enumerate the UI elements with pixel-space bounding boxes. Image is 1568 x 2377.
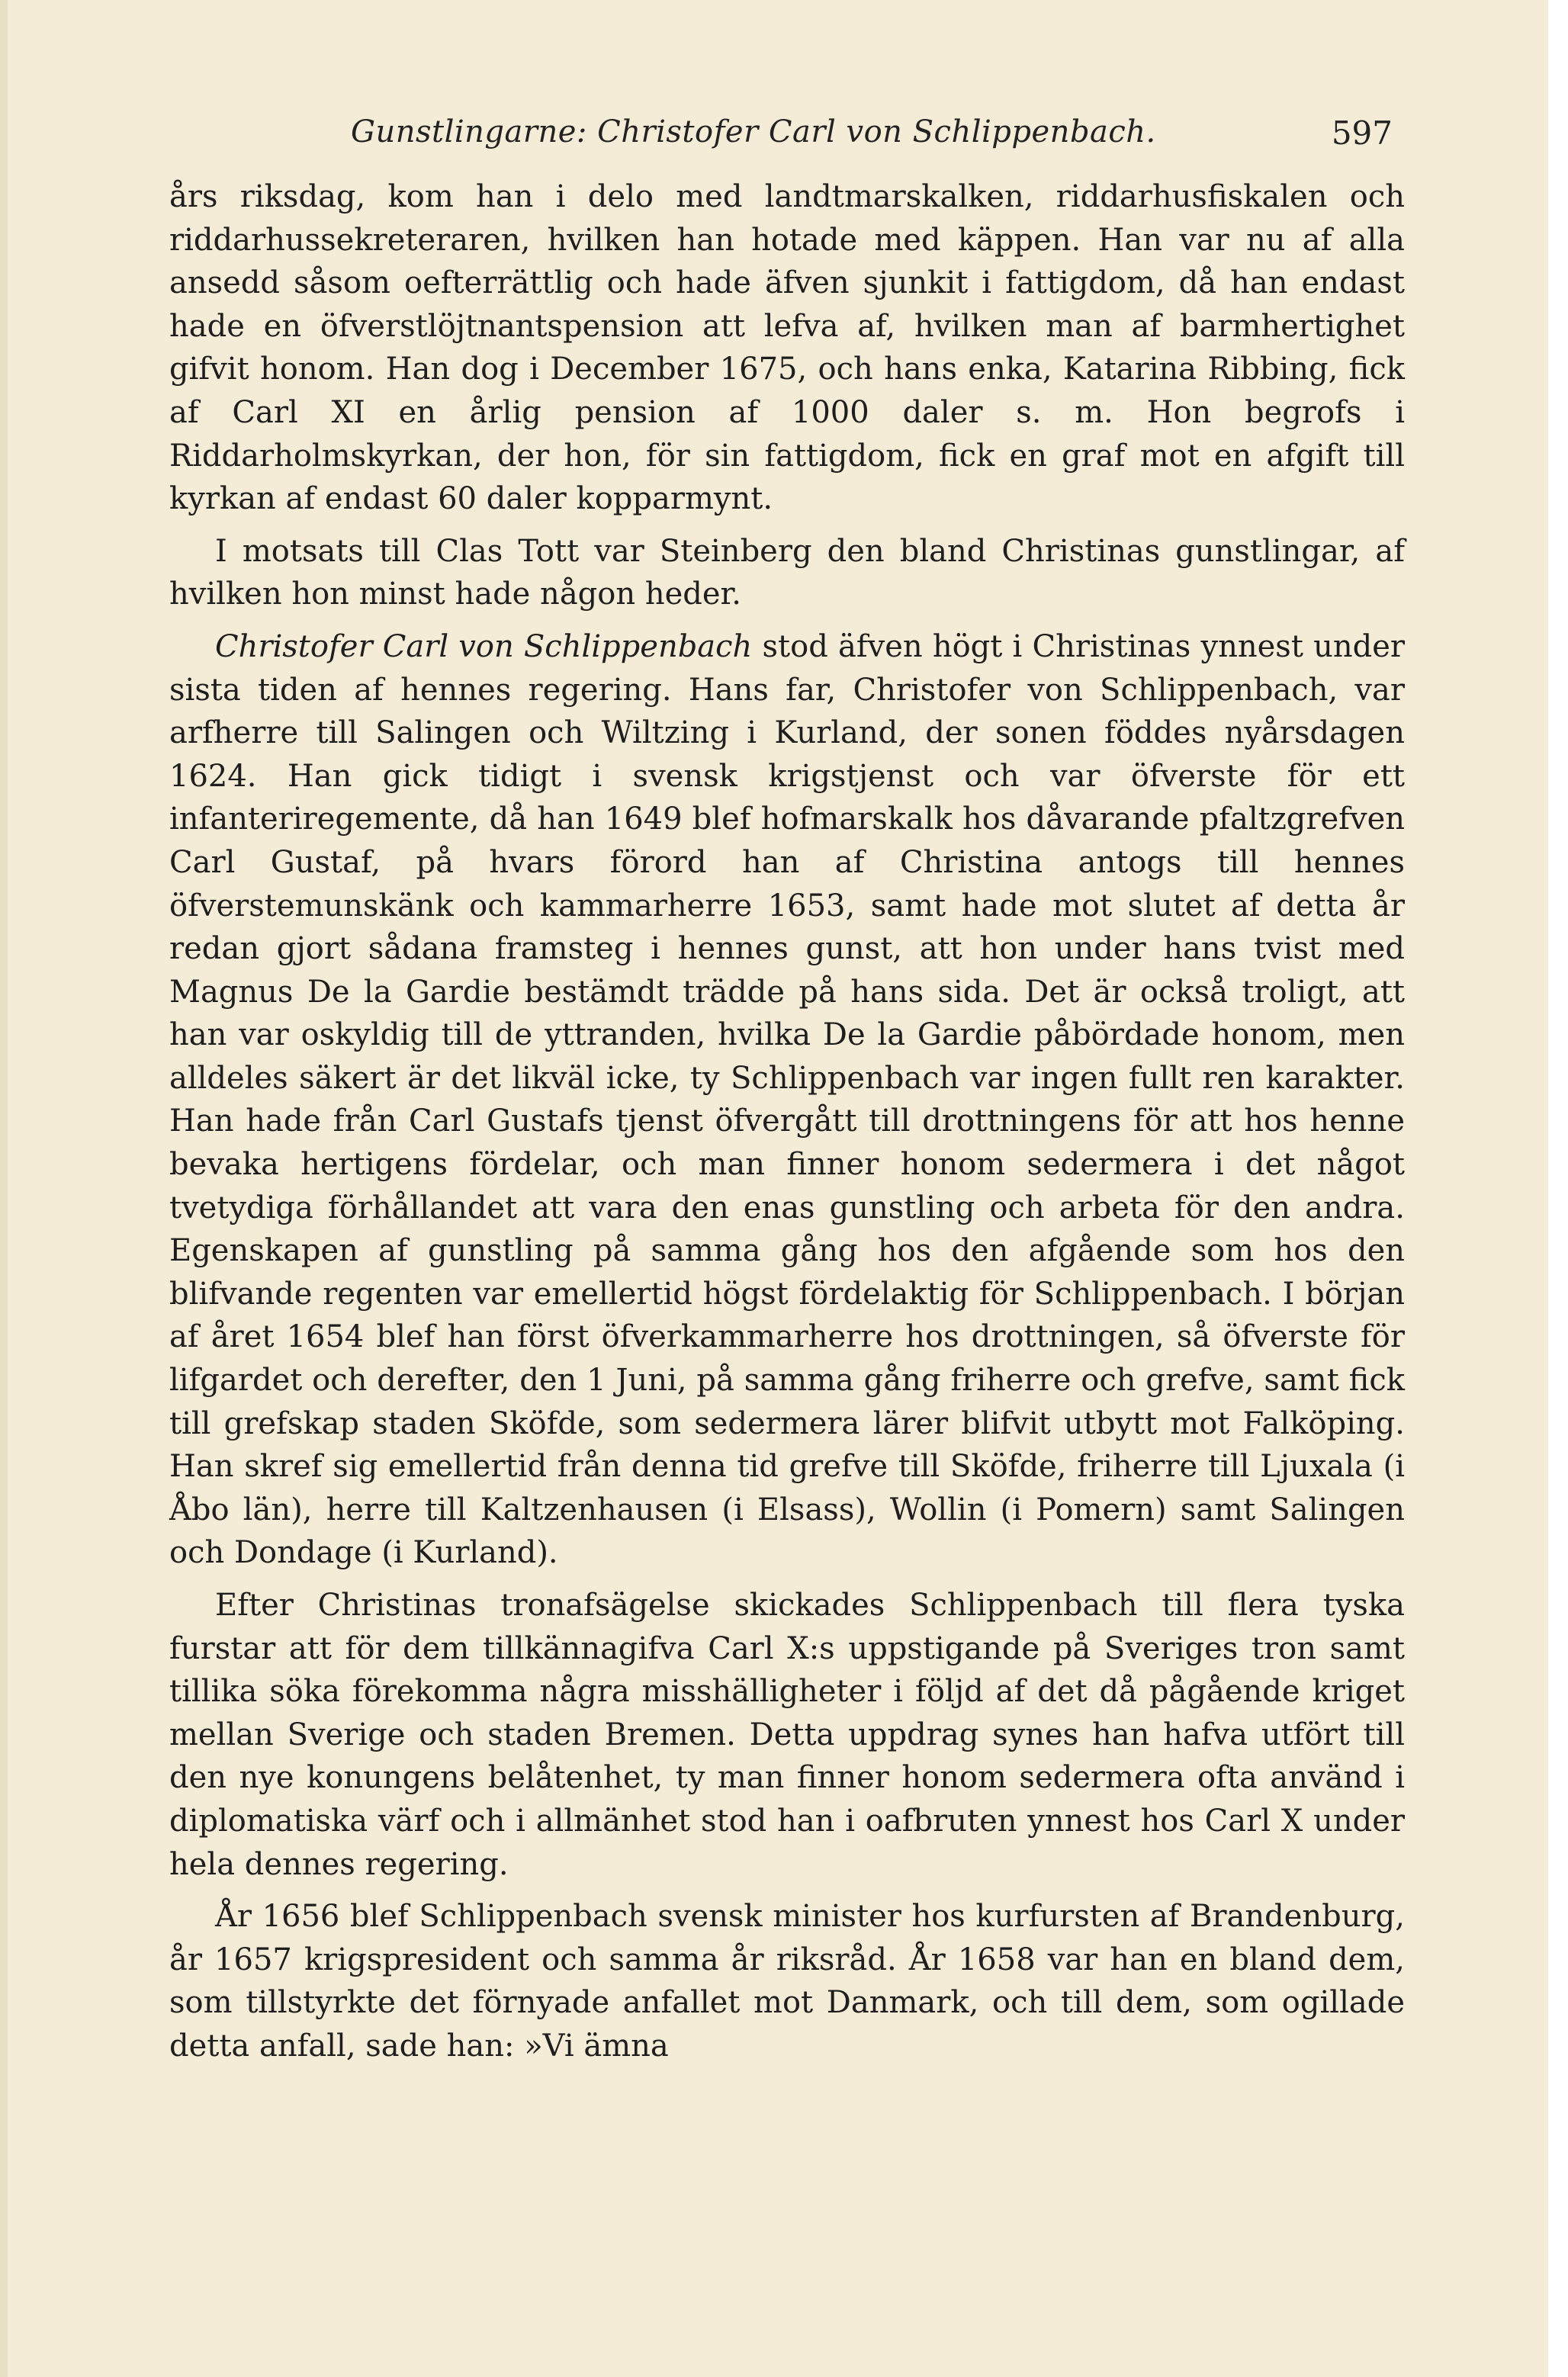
paragraph-5	[169, 1895, 1405, 2067]
paragraph-3	[169, 625, 1405, 1575]
page-right-margin	[1548, 0, 1568, 2377]
paragraph-5-text: År 1656 blef Schlippenbach svensk minister hos kurfursten af Brandenburg, år 1657 krigspresident och samma år riksråd. År 1658 var han en bland dem, som tillstyrkte det förnyade anfallet mot Danmark, och till dem, som ogillade detta anfall, sade han: »Vi ämna	[169, 1899, 1405, 2064]
paragraph-2-text: I motsats till Clas Tott var Steinberg den bland Christinas gunstlingar, af hvilken hon minst hade någon heder.	[169, 533, 1405, 612]
paragraph-2	[169, 530, 1405, 616]
page-left-shadow	[0, 0, 8, 2377]
page-header	[175, 114, 1393, 160]
paragraph-3-text: stod äfven högt i Christinas ynnest under sista tiden af hennes regering. Hans far, Christofer von Schlippenbach, var arfherre till Salingen och Wiltzing i Kurland, der sonen föddes nyårsdagen 1624. Han gick tidigt i svensk krigstjenst och var öfverste för ett infanteriregemente, då han 1649 blef hofmarskalk hos dåvarande pfaltzgrefven Carl Gustaf, på hvars förord han af Christina antogs till hennes öfverstemunskänk och kammarherre 1653, samt hade mot slutet af detta år redan gjort sådana framsteg i hennes gunst, att hon under hans tvist med Magnus De la Gardie bestämdt trädde på hans sida. Det är också troligt, att han var oskyldig till de yttranden, hvilka De la Gardie påbördade honom, men alldeles säkert är det likväl icke, ty Schlippenbach var ingen fullt ren karakter. Han hade från Carl Gustafs tjenst öfvergått till drottningens för att hos henne bevaka hertigens fördelar, och man finner honom sedermera i det något tvetydiga förhållandet att vara den enas gunstling och arbeta för den andra. Egenskapen af gunstling på samma gång hos den afgående som hos den blifvande regenten var emellertid högst fördelaktig för Schlippenbach. I början af året 1654 blef han först öfverkammarherre hos drottningen, så öfverste för lifgardet och derefter, den 1 Juni, på samma gång friherre och grefve, samt fick till grefskap staden Sköfde, som sedermera lärer blifvit utbytt mot Falköping. Han skref sig emellertid från denna tid grefve till Sköfde, friherre till Ljuxala (i Åbo län), herre till Kaltzenhausen (i Elsass), Wollin (i Pomern) samt Salingen och Dondage (i Kurland).	[169, 628, 1405, 1571]
body-text	[169, 175, 1405, 2068]
running-title: Gunstlingarne: Christofer Carl von Schlippenbach.	[351, 114, 1156, 149]
person-name-emphasis: Christofer Carl von Schlippenbach	[215, 628, 753, 664]
page-number: 597	[1331, 114, 1393, 152]
paragraph-1	[169, 175, 1405, 521]
paragraph-4-text: Efter Christinas tronafsägelse skickades Schlippenbach till flera tyska furstar att för dem tillkännagifva Carl X:s uppstigande på Sveriges tron samt tillika söka förekomma några misshälligheter i följd af det då pågående kriget mellan Sverige och staden Bremen. Detta uppdrag synes han hafva utfört till den nye konungens belåtenhet, ty man finner honom sedermera ofta använd i diplomatiska värf och i allmänhet stod han i oafbruten ynnest hos Carl X under hela dennes regering.	[169, 1588, 1405, 1882]
paragraph-1-text: års riksdag, kom han i delo med landtmarskalken, riddarhusfiskalen och riddarhussekreteraren, hvilken han hotade med käppen. Han var nu af alla ansedd såsom oefterrättlig och hade äfven sjunkit i fattigdom, då han endast hade en öfverstlöjtnantspension att lefva af, hvilken man af barmhertighet gifvit honom. Han dog i December 1675, och hans enka, Katarina Ribbing, fick af Carl XI en årlig pension af 1000 daler s. m. Hon begrofs i Riddarholmskyrkan, der hon, för sin fattigdom, fick en graf mot en afgift till kyrkan af endast 60 daler kopparmynt.	[169, 179, 1405, 517]
paragraph-4	[169, 1584, 1405, 1886]
